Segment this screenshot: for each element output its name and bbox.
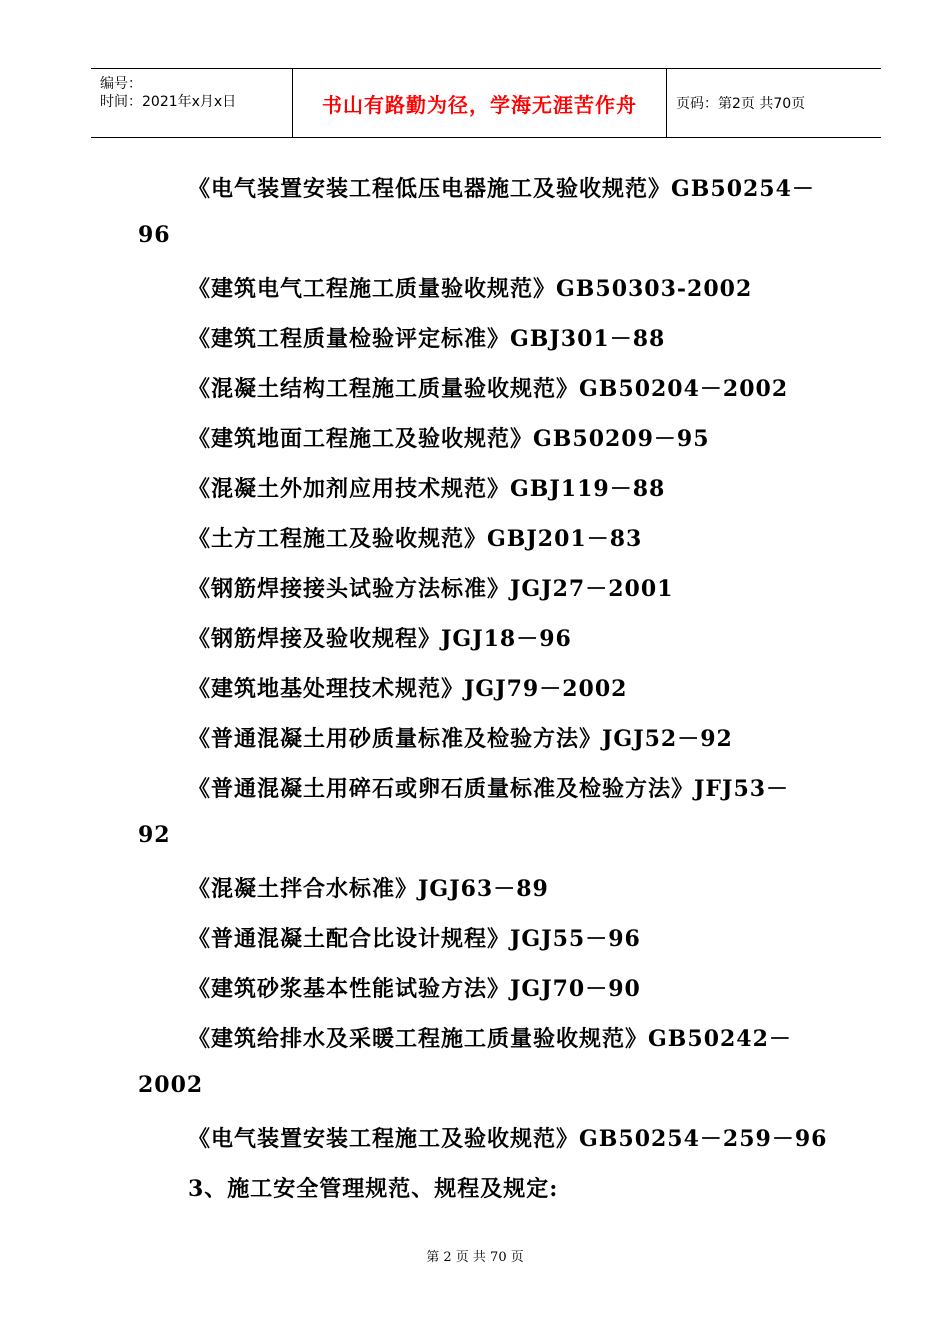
text-line: 《普通混凝土用碎石或卵石质量标准及检验方法》JFJ53－ (188, 776, 790, 802)
text-line: 《混凝土拌合水标准》JGJ63－89 (188, 876, 549, 902)
text-line: 《建筑砂浆基本性能试验方法》JGJ70－90 (188, 976, 641, 1002)
text-line: 《建筑地面工程施工及验收规范》GB50209－95 (188, 426, 710, 452)
text-line: 96 (138, 222, 171, 248)
text-line: 《建筑给排水及采暖工程施工质量验收规范》GB50242－ (188, 1026, 792, 1052)
text-line: 92 (138, 822, 171, 848)
text-line: 《土方工程施工及验收规范》GBJ201－83 (188, 526, 643, 552)
text-line: 《电气装置安装工程施工及验收规范》GB50254－259－96 (188, 1126, 828, 1152)
text-line: 《电气装置安装工程低压电器施工及验收规范》GB50254－ (188, 176, 815, 202)
header-page-info: 页码：第2页 共70页 (676, 96, 806, 112)
header-meta-cell (91, 69, 292, 137)
text-line: 《钢筋焊接及验收规程》JGJ18－96 (188, 626, 572, 652)
text-line: 《混凝土结构工程施工质量验收规范》GB50204－2002 (188, 376, 789, 402)
page-header (91, 68, 881, 138)
text-line: 《建筑电气工程施工质量验收规范》GB50303-2002 (188, 276, 753, 302)
text-line: 《混凝土外加剂应用技术规范》GBJ119－88 (188, 476, 666, 502)
text-line: 2002 (138, 1072, 204, 1098)
page-footer: 第 2 页 共 70 页 (426, 1250, 524, 1265)
time-label: 时间：2021年x月x日 (100, 94, 237, 110)
text-line: 《建筑地基处理技术规范》JGJ79－2002 (188, 676, 628, 702)
number-label: 编号： (100, 76, 142, 92)
text-line: 《普通混凝土用砂质量标准及检验方法》JGJ52－92 (188, 726, 733, 752)
text-line: 《建筑工程质量检验评定标准》GBJ301－88 (188, 326, 666, 352)
header-motto: 书山有路勤为径，学海无涯苦作舟 (292, 69, 667, 137)
text-line: 《钢筋焊接接头试验方法标准》JGJ27－2001 (188, 576, 674, 602)
section-heading: 3、施工安全管理规范、规程及规定: (188, 1176, 559, 1202)
text-line: 《普通混凝土配合比设计规程》JGJ55－96 (188, 926, 641, 952)
